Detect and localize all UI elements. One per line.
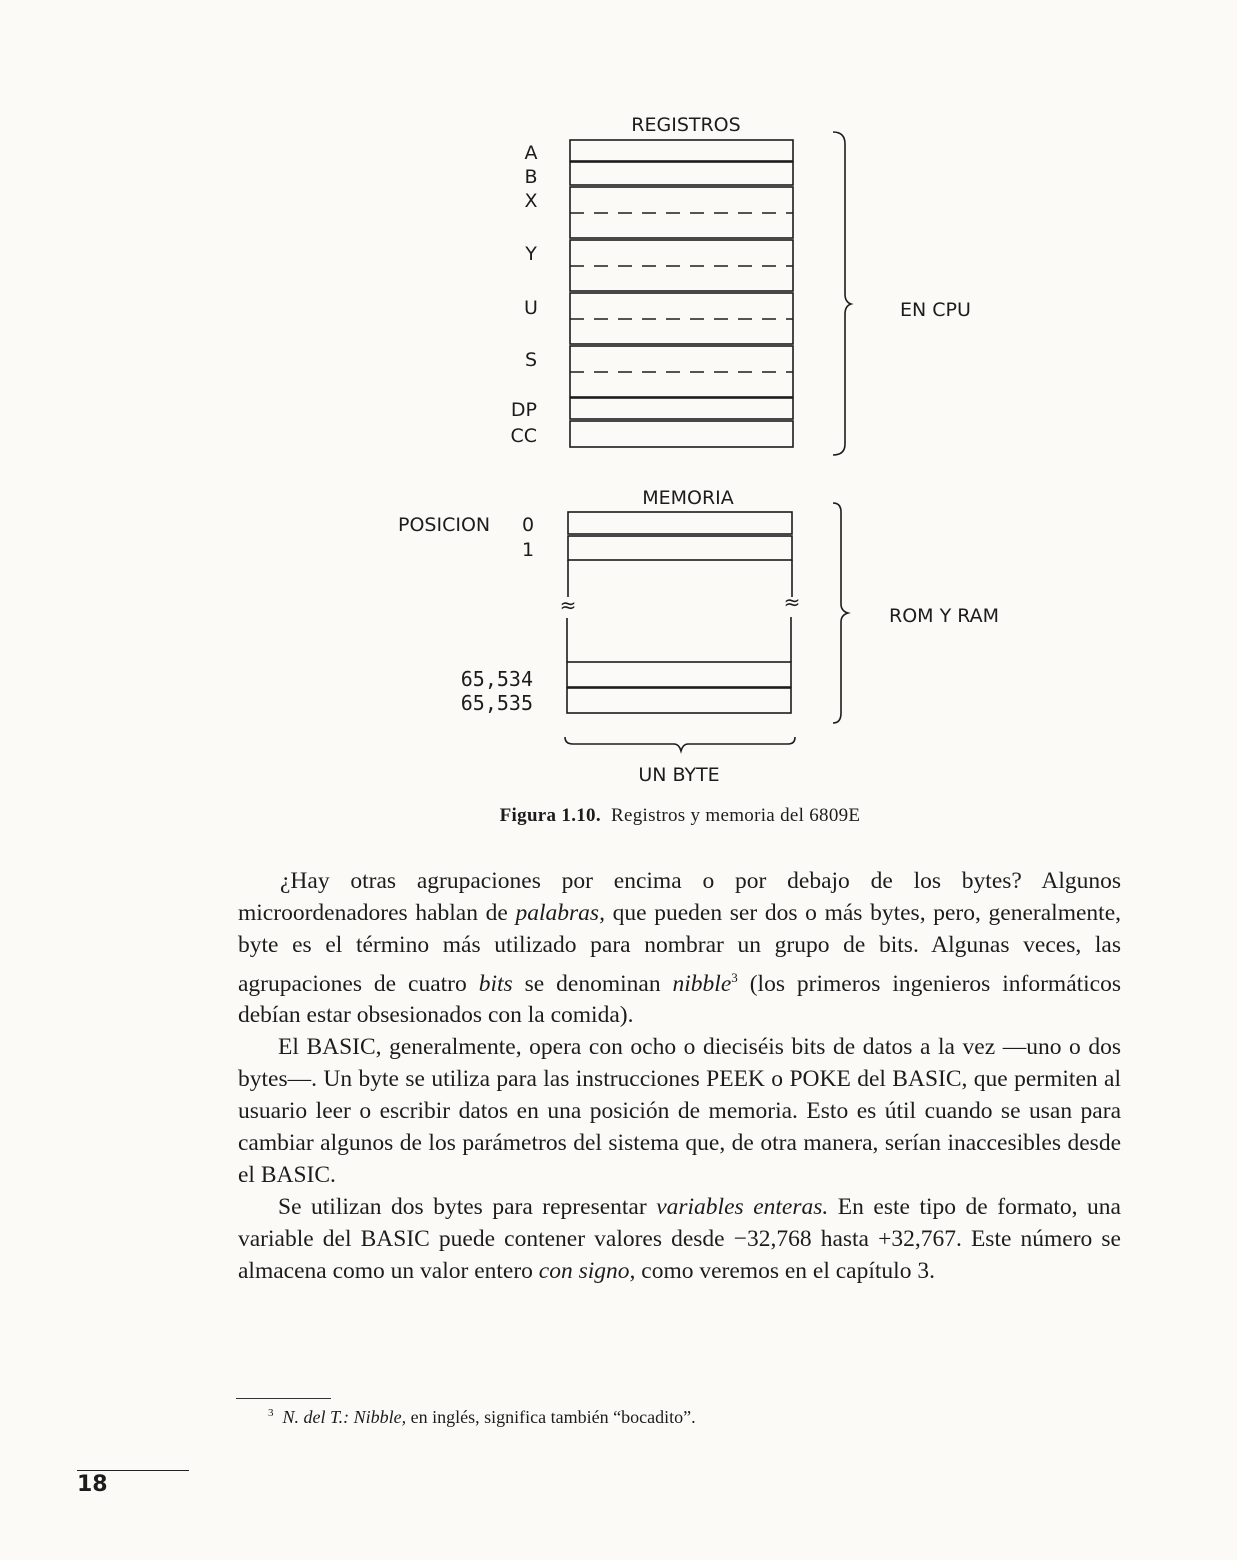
footnote-rule — [236, 1398, 331, 1399]
register-boxes — [570, 140, 793, 447]
register-label-s: S — [524, 349, 538, 371]
p1-text-b: que pueden ser dos o más bytes, pero, generalmente, byte es el término más utilizado para nombrar un grupo de bits. Algunas veces, las agrupaciones de cuatro — [238, 899, 1121, 997]
register-box-b — [570, 162, 793, 185]
registers-title: REGISTROS — [631, 114, 741, 136]
footnote-em: N. del T.: Nibble, — [282, 1407, 407, 1427]
address-65535: 65,535 — [460, 691, 533, 715]
register-box-a — [570, 140, 793, 161]
paragraph-2: El BASIC, generalmente, opera con ocho o dieciséis bits de datos a la vez —uno o dos bytes—. Un byte se utiliza para las instrucciones PEEK o POKE del BASIC, que permiten al usuario leer o escribir datos en una posición de memoria. Esto es útil cuando se usan para cambiar algunos de los parámetros del sistema que, de otra manera, serían inaccesibles desde el BASIC. — [238, 1034, 1121, 1188]
p1-em-palabras: palabras, — [515, 899, 605, 926]
footnote — [268, 1407, 696, 1428]
paragraph-1 — [238, 866, 1121, 1032]
memory-cell-1 — [568, 536, 792, 560]
byte-label: UN BYTE — [638, 764, 720, 786]
p1-em-nibble: nibble — [672, 970, 732, 997]
register-label-b: B — [524, 166, 538, 188]
memory-brace — [833, 503, 848, 723]
memory-title: MEMORIA — [642, 487, 734, 509]
memory-cell-65535 — [567, 688, 791, 713]
caption-label: Figura 1.10. — [499, 805, 601, 826]
p1-footnote-ref: 3 — [731, 969, 738, 985]
register-label-cc: CC — [510, 425, 537, 447]
p1-em-bits: bits — [478, 970, 513, 997]
p3-em-con-signo: con signo, — [538, 1257, 636, 1284]
break-mark-right: ≈ — [783, 590, 801, 614]
figure-caption — [0, 805, 1237, 827]
page-number: 18 — [77, 1472, 108, 1497]
memory-cell-65534 — [567, 662, 791, 687]
address-0: 0 — [521, 514, 535, 536]
p1-text-a: ¿Hay otras agrupaciones por encima o por debajo de los bytes? Algunos microordenadores hablan de — [238, 868, 1121, 926]
register-label-y: Y — [525, 243, 537, 265]
register-label-x: X — [524, 190, 538, 212]
caption-text: Registros y memoria del 6809E — [611, 805, 861, 826]
register-label-dp: DP — [510, 399, 537, 421]
p3-em-variables: variables enteras. — [656, 1193, 829, 1220]
address-1: 1 — [521, 539, 535, 561]
register-label-a: A — [524, 142, 538, 164]
memory-label: ROM Y RAM — [889, 605, 1000, 627]
footnote-number: 3 — [268, 1407, 274, 1419]
register-labels — [510, 142, 538, 447]
cpu-brace — [833, 132, 851, 455]
p3-text-b: En este tipo de formato, una variable del BASIC puede contener valores desde −32,768 hasta +32,767. Este número se almacena como un valor entero — [238, 1193, 1121, 1284]
address-65534: 65,534 — [460, 667, 533, 691]
memory-cell-0 — [568, 512, 792, 534]
body-text — [238, 866, 1121, 1288]
p1-text-d: (los primeros ingenieros informáticos debían estar obsesionados con la comida). — [238, 970, 1122, 1029]
p3-text-c: como veremos en el capítulo 3. — [635, 1257, 935, 1284]
break-mark-left: ≈ — [559, 593, 577, 617]
register-box-cc — [570, 421, 793, 447]
register-label-u: U — [524, 297, 538, 319]
memory-column — [567, 512, 792, 713]
p1-text-c: se denominan — [512, 970, 673, 997]
byte-brace — [565, 737, 795, 751]
page-number-rule — [77, 1470, 189, 1471]
paragraph-3 — [238, 1192, 1121, 1288]
position-label: POSICION — [398, 514, 491, 536]
footnote-text: en inglés, significa también “bocadito”. — [406, 1407, 696, 1427]
p3-text-a: Se utilizan dos bytes para representar — [278, 1193, 657, 1220]
cpu-label: EN CPU — [900, 299, 971, 321]
register-box-dp — [570, 398, 793, 419]
